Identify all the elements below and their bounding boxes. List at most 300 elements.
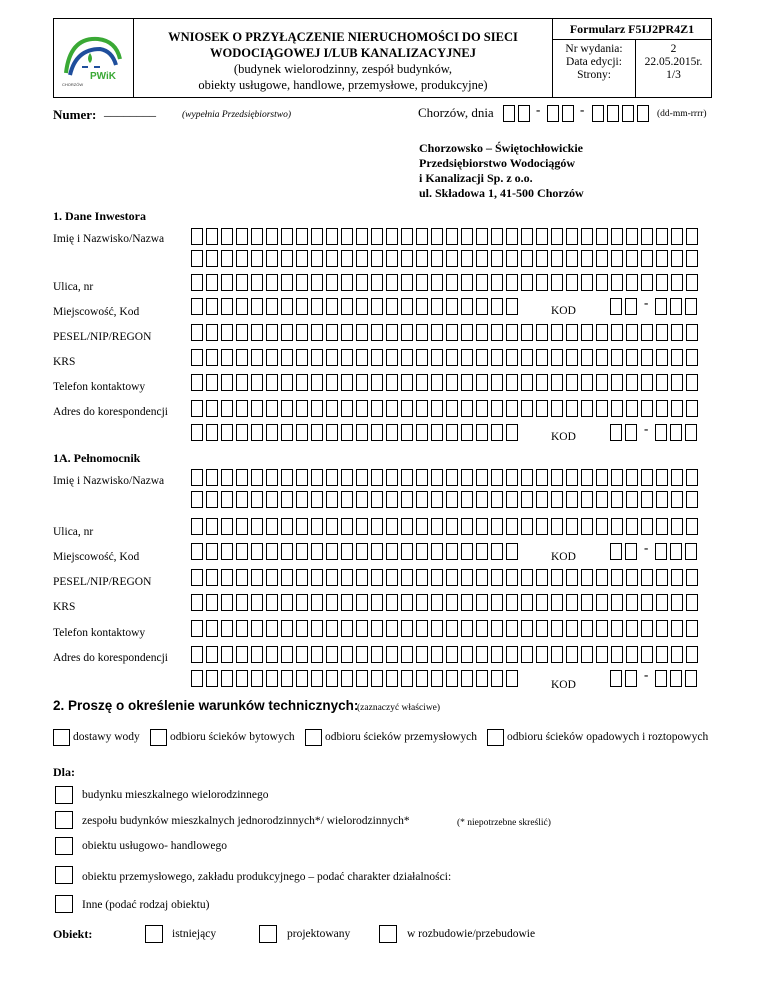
char-cell[interactable]: [611, 400, 623, 417]
char-cell[interactable]: [625, 670, 637, 687]
char-cell[interactable]: [506, 469, 518, 486]
char-cell[interactable]: [625, 298, 637, 315]
char-cell[interactable]: [206, 400, 218, 417]
char-cell[interactable]: [311, 620, 323, 637]
char-cell[interactable]: [671, 349, 683, 366]
char-cell[interactable]: [686, 324, 698, 341]
char-cell[interactable]: [581, 274, 593, 291]
char-cell[interactable]: [596, 620, 608, 637]
char-cell[interactable]: [671, 646, 683, 663]
char-cell[interactable]: [281, 670, 293, 687]
char-cell[interactable]: [596, 518, 608, 535]
char-cell[interactable]: [386, 250, 398, 267]
proxy-mail-address-row2[interactable]: [191, 670, 521, 687]
char-cell[interactable]: [236, 374, 248, 391]
char-cell[interactable]: [386, 298, 398, 315]
char-cell[interactable]: [281, 324, 293, 341]
char-cell[interactable]: [581, 349, 593, 366]
char-cell[interactable]: [536, 491, 548, 508]
char-cell[interactable]: [341, 374, 353, 391]
char-cell[interactable]: [641, 569, 653, 586]
char-cell[interactable]: [191, 374, 203, 391]
char-cell[interactable]: [416, 594, 428, 611]
char-cell[interactable]: [371, 250, 383, 267]
char-cell[interactable]: [236, 400, 248, 417]
char-cell[interactable]: [566, 374, 578, 391]
char-cell[interactable]: [236, 491, 248, 508]
char-cell[interactable]: [311, 349, 323, 366]
char-cell[interactable]: [476, 324, 488, 341]
char-cell[interactable]: [686, 469, 698, 486]
proxy-phone-input[interactable]: [191, 620, 701, 637]
char-cell[interactable]: [341, 670, 353, 687]
char-cell[interactable]: [461, 374, 473, 391]
char-cell[interactable]: [356, 274, 368, 291]
char-cell[interactable]: [476, 646, 488, 663]
char-cell[interactable]: [671, 324, 683, 341]
char-cell[interactable]: [476, 543, 488, 560]
char-cell[interactable]: [371, 518, 383, 535]
char-cell[interactable]: [326, 349, 338, 366]
checkbox-water-supply[interactable]: [53, 729, 70, 746]
char-cell[interactable]: [296, 324, 308, 341]
char-cell[interactable]: [446, 469, 458, 486]
char-cell[interactable]: [371, 491, 383, 508]
char-cell[interactable]: [566, 274, 578, 291]
char-cell[interactable]: [536, 518, 548, 535]
char-cell[interactable]: [281, 469, 293, 486]
char-cell[interactable]: [566, 400, 578, 417]
char-cell[interactable]: [221, 298, 233, 315]
char-cell[interactable]: [626, 469, 638, 486]
char-cell[interactable]: [506, 274, 518, 291]
char-cell[interactable]: [461, 620, 473, 637]
char-cell[interactable]: [206, 298, 218, 315]
char-cell[interactable]: [506, 228, 518, 245]
char-cell[interactable]: [551, 324, 563, 341]
char-cell[interactable]: [341, 400, 353, 417]
char-cell[interactable]: [191, 569, 203, 586]
char-cell[interactable]: [671, 594, 683, 611]
checkbox-domestic-sewage[interactable]: [150, 729, 167, 746]
char-cell[interactable]: [266, 374, 278, 391]
char-cell[interactable]: [626, 400, 638, 417]
char-cell[interactable]: [371, 400, 383, 417]
char-cell[interactable]: [610, 424, 622, 441]
investor-mail-address-row1[interactable]: [191, 400, 701, 417]
char-cell[interactable]: [221, 491, 233, 508]
char-cell[interactable]: [341, 620, 353, 637]
char-cell[interactable]: [641, 324, 653, 341]
char-cell[interactable]: [311, 491, 323, 508]
char-cell[interactable]: [521, 569, 533, 586]
char-cell[interactable]: [670, 298, 682, 315]
char-cell[interactable]: [446, 349, 458, 366]
char-cell[interactable]: [311, 250, 323, 267]
char-cell[interactable]: [521, 374, 533, 391]
char-cell[interactable]: [446, 324, 458, 341]
char-cell[interactable]: [461, 424, 473, 441]
char-cell[interactable]: [626, 374, 638, 391]
checkbox-other[interactable]: [55, 895, 73, 913]
char-cell[interactable]: [221, 228, 233, 245]
char-cell[interactable]: [356, 250, 368, 267]
char-cell[interactable]: [656, 274, 668, 291]
char-cell[interactable]: [386, 424, 398, 441]
char-cell[interactable]: [281, 620, 293, 637]
checkbox-commercial[interactable]: [55, 837, 73, 855]
char-cell[interactable]: [491, 646, 503, 663]
proxy-krs-input[interactable]: [191, 594, 701, 611]
char-cell[interactable]: [611, 274, 623, 291]
char-cell[interactable]: [686, 491, 698, 508]
char-cell[interactable]: [641, 274, 653, 291]
char-cell[interactable]: [596, 646, 608, 663]
char-cell[interactable]: [356, 349, 368, 366]
char-cell[interactable]: [191, 646, 203, 663]
char-cell[interactable]: [371, 646, 383, 663]
char-cell[interactable]: [671, 374, 683, 391]
char-cell[interactable]: [311, 324, 323, 341]
char-cell[interactable]: [686, 374, 698, 391]
char-cell[interactable]: [506, 324, 518, 341]
char-cell[interactable]: [431, 228, 443, 245]
char-cell[interactable]: [491, 518, 503, 535]
char-cell[interactable]: [341, 274, 353, 291]
char-cell[interactable]: [221, 324, 233, 341]
proxy-city-input[interactable]: [191, 543, 521, 560]
char-cell[interactable]: [685, 298, 697, 315]
char-cell[interactable]: [641, 620, 653, 637]
char-cell[interactable]: [476, 228, 488, 245]
char-cell[interactable]: [326, 228, 338, 245]
checkbox-industrial[interactable]: [55, 866, 73, 884]
char-cell[interactable]: [626, 491, 638, 508]
char-cell[interactable]: [491, 250, 503, 267]
char-cell[interactable]: [521, 620, 533, 637]
char-cell[interactable]: [461, 274, 473, 291]
char-cell[interactable]: [416, 518, 428, 535]
char-cell[interactable]: [596, 374, 608, 391]
char-cell[interactable]: [191, 298, 203, 315]
char-cell[interactable]: [251, 469, 263, 486]
char-cell[interactable]: [476, 594, 488, 611]
char-cell[interactable]: [491, 298, 503, 315]
char-cell[interactable]: [266, 349, 278, 366]
char-cell[interactable]: [551, 469, 563, 486]
char-cell[interactable]: [626, 228, 638, 245]
char-cell[interactable]: [641, 491, 653, 508]
char-cell[interactable]: [311, 518, 323, 535]
char-cell[interactable]: [311, 374, 323, 391]
char-cell[interactable]: [641, 469, 653, 486]
char-cell[interactable]: [416, 250, 428, 267]
char-cell[interactable]: [446, 298, 458, 315]
char-cell[interactable]: [371, 569, 383, 586]
char-cell[interactable]: [401, 324, 413, 341]
char-cell[interactable]: [491, 424, 503, 441]
char-cell[interactable]: [236, 274, 248, 291]
char-cell[interactable]: [551, 518, 563, 535]
char-cell[interactable]: [431, 620, 443, 637]
char-cell[interactable]: [566, 620, 578, 637]
char-cell[interactable]: [626, 250, 638, 267]
char-cell[interactable]: [296, 424, 308, 441]
char-cell[interactable]: [446, 400, 458, 417]
char-cell[interactable]: [386, 543, 398, 560]
char-cell[interactable]: [401, 274, 413, 291]
char-cell[interactable]: [206, 469, 218, 486]
char-cell[interactable]: [536, 620, 548, 637]
char-cell[interactable]: [281, 374, 293, 391]
char-cell[interactable]: [686, 569, 698, 586]
char-cell[interactable]: [401, 620, 413, 637]
char-cell[interactable]: [191, 469, 203, 486]
char-cell[interactable]: [641, 250, 653, 267]
char-cell[interactable]: [326, 250, 338, 267]
char-cell[interactable]: [326, 543, 338, 560]
char-cell[interactable]: [341, 349, 353, 366]
char-cell[interactable]: [625, 424, 637, 441]
char-cell[interactable]: [416, 620, 428, 637]
char-cell[interactable]: [446, 228, 458, 245]
char-cell[interactable]: [656, 250, 668, 267]
char-cell[interactable]: [191, 324, 203, 341]
investor-mail-postcode-b[interactable]: [655, 424, 700, 441]
char-cell[interactable]: [431, 424, 443, 441]
char-cell[interactable]: [536, 469, 548, 486]
char-cell[interactable]: [686, 228, 698, 245]
char-cell[interactable]: [491, 469, 503, 486]
char-cell[interactable]: [416, 543, 428, 560]
char-cell[interactable]: [656, 400, 668, 417]
char-cell[interactable]: [431, 569, 443, 586]
char-cell[interactable]: [686, 349, 698, 366]
char-cell[interactable]: [221, 518, 233, 535]
checkbox-building-complex[interactable]: [55, 811, 73, 829]
char-cell[interactable]: [551, 374, 563, 391]
char-cell[interactable]: [431, 543, 443, 560]
char-cell[interactable]: [446, 569, 458, 586]
char-cell[interactable]: [461, 594, 473, 611]
char-cell[interactable]: [341, 543, 353, 560]
char-cell[interactable]: [476, 469, 488, 486]
char-cell[interactable]: [596, 400, 608, 417]
char-cell[interactable]: [641, 646, 653, 663]
char-cell[interactable]: [416, 569, 428, 586]
char-cell[interactable]: [386, 349, 398, 366]
char-cell[interactable]: [311, 400, 323, 417]
char-cell[interactable]: [491, 374, 503, 391]
char-cell[interactable]: [356, 424, 368, 441]
char-cell[interactable]: [326, 569, 338, 586]
char-cell[interactable]: [191, 349, 203, 366]
char-cell[interactable]: [476, 569, 488, 586]
char-cell[interactable]: [536, 569, 548, 586]
char-cell[interactable]: [341, 646, 353, 663]
char-cell[interactable]: [401, 250, 413, 267]
char-cell[interactable]: [386, 620, 398, 637]
char-cell[interactable]: [596, 569, 608, 586]
char-cell[interactable]: [476, 298, 488, 315]
char-cell[interactable]: [686, 646, 698, 663]
char-cell[interactable]: [446, 670, 458, 687]
char-cell[interactable]: [221, 469, 233, 486]
char-cell[interactable]: [326, 324, 338, 341]
char-cell[interactable]: [326, 620, 338, 637]
char-cell[interactable]: [476, 374, 488, 391]
char-cell[interactable]: [431, 374, 443, 391]
char-cell[interactable]: [431, 349, 443, 366]
char-cell[interactable]: [311, 298, 323, 315]
char-cell[interactable]: [461, 324, 473, 341]
char-cell[interactable]: [356, 324, 368, 341]
char-cell[interactable]: [356, 620, 368, 637]
char-cell[interactable]: [236, 569, 248, 586]
char-cell[interactable]: [281, 491, 293, 508]
char-cell[interactable]: [386, 491, 398, 508]
char-cell[interactable]: [671, 518, 683, 535]
char-cell[interactable]: [655, 543, 667, 560]
char-cell[interactable]: [611, 646, 623, 663]
char-cell[interactable]: [266, 274, 278, 291]
char-cell[interactable]: [341, 324, 353, 341]
char-cell[interactable]: [416, 424, 428, 441]
char-cell[interactable]: [191, 518, 203, 535]
char-cell[interactable]: [266, 569, 278, 586]
char-cell[interactable]: [401, 424, 413, 441]
char-cell[interactable]: [506, 594, 518, 611]
char-cell[interactable]: [371, 543, 383, 560]
char-cell[interactable]: [356, 374, 368, 391]
char-cell[interactable]: [656, 518, 668, 535]
char-cell[interactable]: [446, 374, 458, 391]
char-cell[interactable]: [296, 670, 308, 687]
char-cell[interactable]: [506, 298, 518, 315]
char-cell[interactable]: [431, 324, 443, 341]
char-cell[interactable]: [581, 400, 593, 417]
char-cell[interactable]: [191, 543, 203, 560]
char-cell[interactable]: [551, 228, 563, 245]
char-cell[interactable]: [491, 274, 503, 291]
char-cell[interactable]: [326, 400, 338, 417]
char-cell[interactable]: [281, 646, 293, 663]
char-cell[interactable]: [326, 518, 338, 535]
char-cell[interactable]: [536, 374, 548, 391]
char-cell[interactable]: [461, 228, 473, 245]
char-cell[interactable]: [371, 594, 383, 611]
char-cell[interactable]: [281, 274, 293, 291]
char-cell[interactable]: [506, 349, 518, 366]
char-cell[interactable]: [401, 670, 413, 687]
char-cell[interactable]: [686, 594, 698, 611]
char-cell[interactable]: [416, 469, 428, 486]
char-cell[interactable]: [476, 620, 488, 637]
char-cell[interactable]: [371, 228, 383, 245]
char-cell[interactable]: [566, 469, 578, 486]
char-cell[interactable]: [221, 646, 233, 663]
char-cell[interactable]: [386, 670, 398, 687]
char-cell[interactable]: [581, 324, 593, 341]
char-cell[interactable]: [656, 228, 668, 245]
char-cell[interactable]: [626, 620, 638, 637]
char-cell[interactable]: [611, 250, 623, 267]
char-cell[interactable]: [341, 569, 353, 586]
char-cell[interactable]: [401, 400, 413, 417]
char-cell[interactable]: [266, 469, 278, 486]
char-cell[interactable]: [356, 594, 368, 611]
char-cell[interactable]: [236, 349, 248, 366]
char-cell[interactable]: [521, 324, 533, 341]
char-cell[interactable]: [191, 400, 203, 417]
char-cell[interactable]: [610, 543, 622, 560]
char-cell[interactable]: [476, 274, 488, 291]
char-cell[interactable]: [446, 543, 458, 560]
char-cell[interactable]: [446, 620, 458, 637]
char-cell[interactable]: [491, 491, 503, 508]
char-cell[interactable]: [671, 400, 683, 417]
char-cell[interactable]: [506, 400, 518, 417]
char-cell[interactable]: [251, 324, 263, 341]
char-cell[interactable]: [221, 274, 233, 291]
char-cell[interactable]: [596, 349, 608, 366]
char-cell[interactable]: [491, 569, 503, 586]
char-cell[interactable]: [401, 518, 413, 535]
char-cell[interactable]: [416, 670, 428, 687]
investor-mail-postcode-a[interactable]: [610, 424, 640, 441]
char-cell[interactable]: [221, 374, 233, 391]
char-cell[interactable]: [671, 274, 683, 291]
char-cell[interactable]: [356, 569, 368, 586]
char-cell[interactable]: [401, 569, 413, 586]
char-cell[interactable]: [251, 569, 263, 586]
char-cell[interactable]: [401, 298, 413, 315]
checkbox-planned[interactable]: [259, 925, 277, 943]
char-cell[interactable]: [296, 646, 308, 663]
char-cell[interactable]: [581, 646, 593, 663]
char-cell[interactable]: [566, 491, 578, 508]
char-cell[interactable]: [206, 250, 218, 267]
char-cell[interactable]: [536, 349, 548, 366]
char-cell[interactable]: [326, 298, 338, 315]
char-cell[interactable]: [296, 518, 308, 535]
char-cell[interactable]: [596, 228, 608, 245]
char-cell[interactable]: [431, 298, 443, 315]
char-cell[interactable]: [671, 620, 683, 637]
char-cell[interactable]: [266, 543, 278, 560]
char-cell[interactable]: [266, 646, 278, 663]
char-cell[interactable]: [491, 670, 503, 687]
char-cell[interactable]: [611, 620, 623, 637]
char-cell[interactable]: [221, 349, 233, 366]
char-cell[interactable]: [671, 569, 683, 586]
char-cell[interactable]: [581, 469, 593, 486]
char-cell[interactable]: [551, 569, 563, 586]
char-cell[interactable]: [206, 569, 218, 586]
char-cell[interactable]: [416, 324, 428, 341]
char-cell[interactable]: [251, 274, 263, 291]
char-cell[interactable]: [685, 424, 697, 441]
char-cell[interactable]: [596, 250, 608, 267]
char-cell[interactable]: [221, 250, 233, 267]
char-cell[interactable]: [581, 569, 593, 586]
proxy-pesel-input[interactable]: [191, 569, 701, 586]
char-cell[interactable]: [566, 518, 578, 535]
char-cell[interactable]: [431, 518, 443, 535]
char-cell[interactable]: [281, 349, 293, 366]
char-cell[interactable]: [611, 324, 623, 341]
char-cell[interactable]: [311, 469, 323, 486]
